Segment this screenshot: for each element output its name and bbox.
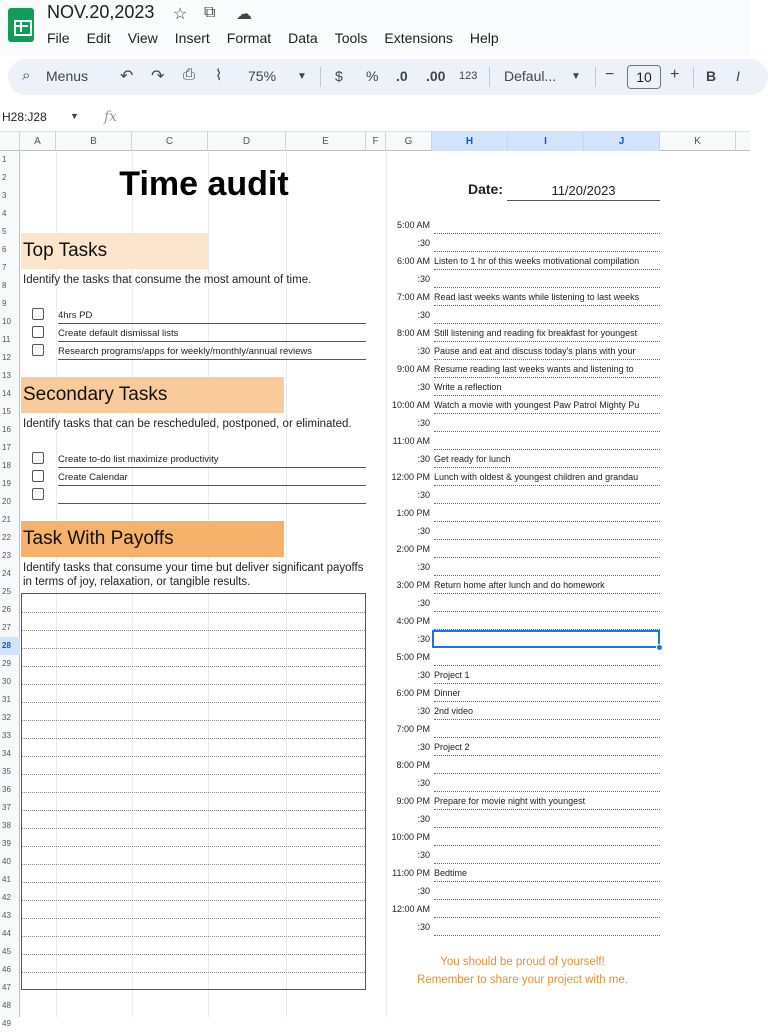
task-row [30, 325, 366, 343]
print-icon[interactable]: ⎙ [183, 66, 196, 83]
percent-format-button[interactable]: % [366, 68, 379, 84]
decrease-font-size-button[interactable]: − [605, 66, 615, 83]
schedule-time[interactable]: :30 [417, 850, 430, 860]
schedule-time[interactable]: 9:00 PM [396, 796, 430, 806]
schedule-row [390, 667, 660, 685]
row-header[interactable]: 23 [2, 551, 11, 560]
menu-insert[interactable]: Insert [174, 30, 210, 46]
schedule-task-cell[interactable] [434, 220, 660, 234]
schedule-task-cell[interactable] [434, 904, 660, 918]
schedule-task-cell[interactable] [434, 832, 660, 846]
schedule-time[interactable]: :30 [417, 922, 430, 932]
schedule-time[interactable]: :30 [417, 778, 430, 788]
schedule-time[interactable]: 11:00 PM [392, 868, 430, 878]
schedule-task-cell[interactable]: Project 2 [434, 742, 660, 756]
task-row [30, 487, 366, 505]
selected-cell-range[interactable] [432, 630, 660, 648]
star-icon[interactable]: ☆ [173, 6, 188, 23]
schedule-time[interactable]: 10:00 AM [391, 400, 430, 410]
schedule-row [390, 307, 660, 325]
toolbar-divider [489, 67, 490, 87]
column-header[interactable]: I [508, 132, 584, 151]
row-header[interactable]: 44 [2, 929, 11, 938]
row-header[interactable]: 12 [2, 353, 11, 362]
schedule-time[interactable]: 9:00 AM [396, 364, 430, 374]
date-label[interactable]: Date: [468, 181, 504, 197]
payoff-row-line [22, 864, 365, 865]
menus-search-button[interactable]: Menus [46, 68, 89, 84]
schedule-task-cell[interactable] [434, 922, 660, 936]
row-header[interactable]: 33 [2, 731, 11, 740]
schedule-time[interactable]: :30 [417, 562, 430, 572]
schedule-row [390, 433, 660, 451]
row-header[interactable]: 30 [2, 677, 11, 686]
payoff-row-line [22, 630, 365, 631]
schedule-task-cell[interactable] [434, 724, 660, 738]
schedule-time[interactable]: 1:00 PM [396, 508, 430, 518]
column-header-bar [0, 132, 750, 151]
column-header[interactable]: H [432, 132, 508, 151]
schedule-row [390, 811, 660, 829]
schedule-time[interactable]: :30 [417, 310, 430, 320]
menu-extensions[interactable]: Extensions [384, 30, 453, 46]
row-header[interactable]: 8 [2, 281, 7, 290]
schedule-row [390, 721, 660, 739]
schedule-row [390, 685, 660, 703]
redo-icon[interactable]: ↷ [151, 68, 165, 85]
row-header[interactable]: 3 [2, 191, 7, 200]
schedule-task-cell[interactable] [434, 436, 660, 450]
column-header[interactable]: F [366, 132, 386, 151]
payoff-row-line [22, 954, 365, 955]
column-header[interactable]: G [386, 132, 432, 151]
payoff-row-line [22, 792, 365, 793]
row-header[interactable]: 32 [2, 713, 11, 722]
menu-data[interactable]: Data [288, 30, 318, 46]
row-header[interactable]: 14 [2, 389, 11, 398]
schedule-time[interactable]: 5:00 PM [396, 652, 430, 662]
menu-format[interactable]: Format [226, 30, 272, 46]
schedule-time[interactable]: 2:00 PM [396, 544, 430, 554]
move-folder-icon[interactable]: ⧉ [204, 4, 216, 21]
row-header-bar [0, 151, 20, 1028]
schedule-time[interactable]: :30 [417, 634, 430, 644]
menu-edit[interactable]: Edit [86, 30, 111, 46]
menu-bar [47, 30, 516, 46]
schedule-time[interactable]: :30 [417, 670, 430, 680]
payoff-row-line [22, 810, 365, 811]
grid-line [386, 151, 387, 1017]
task-text-cell[interactable]: Create to-do list maximize productivity [58, 454, 366, 468]
payoff-row-line [22, 918, 365, 919]
schedule-time[interactable]: :30 [417, 814, 430, 824]
secondary-tasks-heading[interactable]: Secondary Tasks [21, 377, 284, 413]
schedule-row [390, 577, 660, 595]
schedule-row [390, 649, 660, 667]
schedule-time[interactable]: 10:00 PM [391, 832, 430, 842]
date-value-cell[interactable]: 11/20/2023 [507, 183, 660, 201]
schedule-time[interactable]: :30 [417, 526, 430, 536]
payoff-row-line [22, 756, 365, 757]
schedule-row [390, 865, 660, 883]
schedule-task-cell[interactable] [434, 310, 660, 324]
increase-font-size-button[interactable]: + [670, 66, 680, 83]
font-select[interactable]: Defaul... [504, 68, 557, 84]
schedule-row [390, 217, 660, 235]
row-header[interactable]: 45 [2, 947, 11, 956]
schedule-task-cell[interactable]: Read last weeks wants while listening to last weeks [434, 292, 660, 306]
payoff-row-line [22, 702, 365, 703]
schedule-time[interactable]: :30 [417, 238, 430, 248]
payoffs-description[interactable]: Identify tasks that consume your time but deliver significant payoffs in terms of joy, relaxation, or tangible results. [23, 562, 364, 588]
row-header[interactable]: 1 [2, 155, 7, 164]
schedule-time[interactable]: 7:00 AM [396, 292, 430, 302]
row-header[interactable]: 38 [2, 821, 11, 830]
schedule-row [390, 451, 660, 469]
secondary-tasks-description[interactable]: Identify tasks that can be rescheduled, postponed, or eliminated. [23, 418, 352, 430]
schedule-task-cell[interactable] [434, 490, 660, 504]
task-text-cell[interactable] [58, 490, 366, 504]
task-row [30, 469, 366, 487]
schedule-task-cell[interactable] [434, 544, 660, 558]
schedule-task-cell[interactable] [434, 526, 660, 540]
schedule-time[interactable]: :30 [417, 706, 430, 716]
schedule-time[interactable]: 7:00 PM [396, 724, 430, 734]
cloud-status-icon[interactable]: ☁ [236, 6, 252, 23]
payoff-row-line [22, 684, 365, 685]
schedule-row [390, 415, 660, 433]
paint-format-icon[interactable]: ⌇ [215, 67, 223, 84]
zoom-chevron-down-icon[interactable]: ▼ [297, 71, 307, 82]
schedule-task-cell[interactable] [434, 238, 660, 252]
schedule-task-cell[interactable]: Bedtime [434, 868, 660, 882]
schedule-row [390, 541, 660, 559]
column-header[interactable]: D [208, 132, 286, 151]
schedule-row [390, 271, 660, 289]
sheets-logo-icon[interactable] [8, 8, 34, 42]
row-header[interactable]: 35 [2, 767, 11, 776]
payoff-row-line [22, 900, 365, 901]
schedule-task-cell[interactable] [434, 760, 660, 774]
schedule-row [390, 253, 660, 271]
schedule-row [390, 613, 660, 631]
footer-message-line-1: You should be proud of yourself! [440, 956, 605, 968]
menu-file[interactable]: File [47, 30, 70, 46]
schedule-time[interactable]: :30 [417, 490, 430, 500]
schedule-row [390, 505, 660, 523]
toolbar [8, 59, 768, 95]
undo-icon[interactable]: ↶ [120, 68, 134, 85]
payoff-row-line [22, 972, 365, 973]
row-header[interactable]: 17 [2, 443, 11, 452]
schedule-time[interactable]: :30 [417, 382, 430, 392]
row-header[interactable]: 41 [2, 875, 11, 884]
schedule-task-cell[interactable]: Still listening and reading fix breakfast for youngest [434, 328, 660, 342]
payoff-row-line [22, 936, 365, 937]
schedule-row [390, 595, 660, 613]
task-checkbox[interactable] [32, 308, 44, 320]
schedule-time[interactable]: 8:00 PM [396, 760, 430, 770]
column-header[interactable]: E [286, 132, 366, 151]
row-header[interactable]: 2 [2, 173, 7, 182]
schedule-task-cell[interactable]: Return home after lunch and do homework [434, 580, 660, 594]
schedule-task-cell[interactable]: Lunch with oldest & youngest children and grandau [434, 472, 660, 486]
schedule-row [390, 757, 660, 775]
task-text-cell[interactable]: Create default dismissal lists [58, 328, 366, 342]
row-header[interactable]: 20 [2, 497, 11, 506]
schedule-row [390, 847, 660, 865]
schedule-time[interactable]: 12:00 AM [391, 904, 430, 914]
row-header[interactable]: 11 [2, 335, 11, 344]
schedule-row [390, 523, 660, 541]
schedule-task-cell[interactable] [434, 616, 660, 630]
column-header[interactable]: J [584, 132, 660, 151]
schedule-time[interactable]: 12:00 PM [391, 472, 430, 482]
schedule-row [390, 793, 660, 811]
row-header[interactable]: 19 [2, 479, 11, 488]
schedule-time[interactable]: :30 [417, 454, 430, 464]
row-header[interactable]: 27 [2, 623, 11, 632]
schedule-time[interactable]: 4:00 PM [396, 616, 430, 626]
task-text-cell[interactable]: Research programs/apps for weekly/monthly/annual reviews [58, 346, 366, 360]
task-text-cell[interactable]: 4hrs PD [58, 310, 366, 324]
italic-button[interactable]: I [736, 68, 740, 84]
schedule-task-cell[interactable] [434, 418, 660, 432]
schedule-task-cell[interactable] [434, 562, 660, 576]
schedule-time[interactable]: :30 [417, 598, 430, 608]
task-checkbox[interactable] [32, 488, 44, 500]
name-box[interactable]: H28:J28 [2, 110, 47, 124]
schedule-row [390, 235, 660, 253]
schedule-time[interactable]: :30 [417, 742, 430, 752]
payoff-row-line [22, 720, 365, 721]
row-header[interactable]: 46 [2, 965, 11, 974]
schedule-task-cell[interactable] [434, 850, 660, 864]
schedule-task-cell[interactable] [434, 814, 660, 828]
payoff-row-line [22, 666, 365, 667]
search-icon[interactable]: ⌕ [22, 67, 31, 84]
schedule-time[interactable]: :30 [417, 274, 430, 284]
row-header[interactable]: 40 [2, 857, 11, 866]
menu-view[interactable]: View [127, 30, 158, 46]
payoff-row-line [22, 828, 365, 829]
schedule-task-cell[interactable] [434, 652, 660, 666]
increase-decimal-button[interactable]: .00 [426, 68, 446, 84]
schedule-task-cell[interactable] [434, 274, 660, 288]
row-header[interactable]: 25 [2, 587, 11, 596]
schedule-row [390, 775, 660, 793]
schedule-task-cell[interactable] [434, 508, 660, 522]
sheet-title[interactable]: Time audit [119, 165, 289, 203]
schedule-task-cell[interactable] [434, 886, 660, 900]
schedule-time[interactable]: 6:00 PM [396, 688, 430, 698]
row-header[interactable]: 28 [0, 637, 20, 655]
schedule-row [390, 883, 660, 901]
decrease-decimal-button[interactable]: .0 [396, 68, 408, 84]
font-size-input[interactable]: 10 [627, 65, 661, 89]
row-header[interactable]: 4 [2, 209, 7, 218]
payoff-row-line [22, 648, 365, 649]
schedule-task-cell[interactable] [434, 598, 660, 612]
formula-bar [0, 104, 750, 132]
fx-icon: fx [104, 109, 118, 125]
menu-tools[interactable]: Tools [334, 30, 368, 46]
task-checkbox[interactable] [32, 452, 44, 464]
column-header[interactable]: A [20, 132, 56, 151]
schedule-row [390, 901, 660, 919]
row-header[interactable]: 37 [2, 803, 11, 812]
row-header[interactable]: 21 [2, 515, 11, 524]
toolbar-divider [320, 67, 321, 87]
schedule-task-cell[interactable]: Listen to 1 hr of this weeks motivational compilation [434, 256, 660, 270]
payoffs-heading[interactable]: Task With Payoffs [21, 521, 284, 557]
schedule-row [390, 487, 660, 505]
schedule-row [390, 919, 660, 937]
schedule-row [390, 289, 660, 307]
schedule-time[interactable]: :30 [417, 346, 430, 356]
row-header[interactable]: 10 [2, 317, 11, 326]
row-header[interactable]: 49 [2, 1019, 11, 1028]
schedule-row [390, 559, 660, 577]
schedule-row [390, 343, 660, 361]
task-checkbox[interactable] [32, 326, 44, 338]
schedule-time[interactable]: :30 [417, 886, 430, 896]
schedule-task-cell[interactable]: Get ready for lunch [434, 454, 660, 468]
toolbar-divider [693, 67, 694, 87]
menu-help[interactable]: Help [469, 30, 499, 46]
schedule-row [390, 829, 660, 847]
schedule-task-cell[interactable]: Pause and eat and discuss today's plans with your [434, 346, 660, 360]
schedule-time[interactable]: 11:00 AM [392, 436, 430, 446]
schedule-row [390, 325, 660, 343]
task-text-cell[interactable]: Create Calendar [58, 472, 366, 486]
row-header[interactable]: 7 [2, 263, 7, 272]
row-header[interactable]: 22 [2, 533, 11, 542]
row-header[interactable]: 18 [2, 461, 11, 470]
schedule-row [390, 739, 660, 757]
payoff-row-line [22, 774, 365, 775]
task-row [30, 343, 366, 361]
schedule-time[interactable]: 6:00 AM [396, 256, 430, 266]
top-tasks-heading[interactable]: Top Tasks [21, 233, 208, 269]
payoff-row-line [22, 612, 365, 613]
schedule-task-cell[interactable]: Project 1 [434, 670, 660, 684]
row-header[interactable]: 15 [2, 407, 11, 416]
task-row [30, 307, 366, 325]
fill-handle[interactable] [656, 644, 663, 651]
row-header[interactable]: 39 [2, 839, 11, 848]
select-all-corner[interactable] [0, 132, 20, 151]
schedule-row [390, 397, 660, 415]
column-header[interactable]: K [660, 132, 736, 151]
task-checkbox[interactable] [32, 344, 44, 356]
schedule-row [390, 379, 660, 397]
row-header[interactable]: 36 [2, 785, 11, 794]
row-header[interactable]: 43 [2, 911, 11, 920]
schedule-row [390, 469, 660, 487]
number-format-button[interactable]: 123 [459, 70, 478, 82]
row-header[interactable]: 13 [2, 371, 11, 380]
top-tasks-description[interactable]: Identify the tasks that consume the most amount of time. [23, 274, 312, 286]
schedule-time[interactable]: 3:00 PM [396, 580, 430, 590]
row-header[interactable]: 47 [2, 983, 11, 992]
payoff-row-line [22, 882, 365, 883]
row-header[interactable]: 9 [2, 299, 7, 308]
schedule-row [390, 361, 660, 379]
name-box-chevron-down-icon[interactable]: ▼ [70, 111, 79, 121]
column-header[interactable]: C [132, 132, 208, 151]
row-header[interactable]: 34 [2, 749, 11, 758]
payoff-row-line [22, 846, 365, 847]
task-row [30, 451, 366, 469]
row-header[interactable]: 5 [2, 227, 7, 236]
font-chevron-down-icon[interactable]: ▼ [571, 71, 581, 82]
schedule-task-cell[interactable]: 2nd video [434, 706, 660, 720]
schedule-task-cell[interactable]: Dinner [434, 688, 660, 702]
schedule-task-cell[interactable]: Watch a movie with youngest Paw Patrol Mighty Pu [434, 400, 660, 414]
schedule-task-cell[interactable]: Write a reflection [434, 382, 660, 396]
currency-format-button[interactable]: $ [335, 68, 343, 84]
row-header[interactable]: 31 [2, 695, 11, 704]
row-header[interactable]: 29 [2, 659, 11, 668]
schedule-time[interactable]: 8:00 AM [396, 328, 430, 338]
schedule-task-cell[interactable]: Resume reading last weeks wants and listening to [434, 364, 660, 378]
footer-message-line-2: Remember to share your project with me. [417, 974, 628, 986]
row-header[interactable]: 6 [2, 245, 7, 254]
row-header[interactable]: 16 [2, 425, 11, 434]
toolbar-divider [595, 67, 596, 87]
schedule-task-cell[interactable] [434, 778, 660, 792]
schedule-task-cell[interactable]: Prepare for movie night with youngest [434, 796, 660, 810]
payoffs-entry-table[interactable] [21, 593, 366, 990]
zoom-select[interactable]: 75% [248, 68, 277, 84]
schedule-row [390, 703, 660, 721]
row-header[interactable]: 42 [2, 893, 11, 902]
row-header[interactable]: 24 [2, 569, 11, 578]
schedule-time[interactable]: 5:00 AM [396, 220, 430, 230]
bold-button[interactable]: B [706, 68, 717, 84]
row-header[interactable]: 48 [2, 1001, 11, 1010]
document-title[interactable]: NOV.20,2023 [47, 2, 155, 22]
schedule-time[interactable]: :30 [417, 418, 430, 428]
title-bar [0, 0, 750, 56]
row-header[interactable]: 26 [2, 605, 11, 614]
task-checkbox[interactable] [32, 470, 44, 482]
payoff-row-line [22, 738, 365, 739]
column-header[interactable]: B [56, 132, 132, 151]
